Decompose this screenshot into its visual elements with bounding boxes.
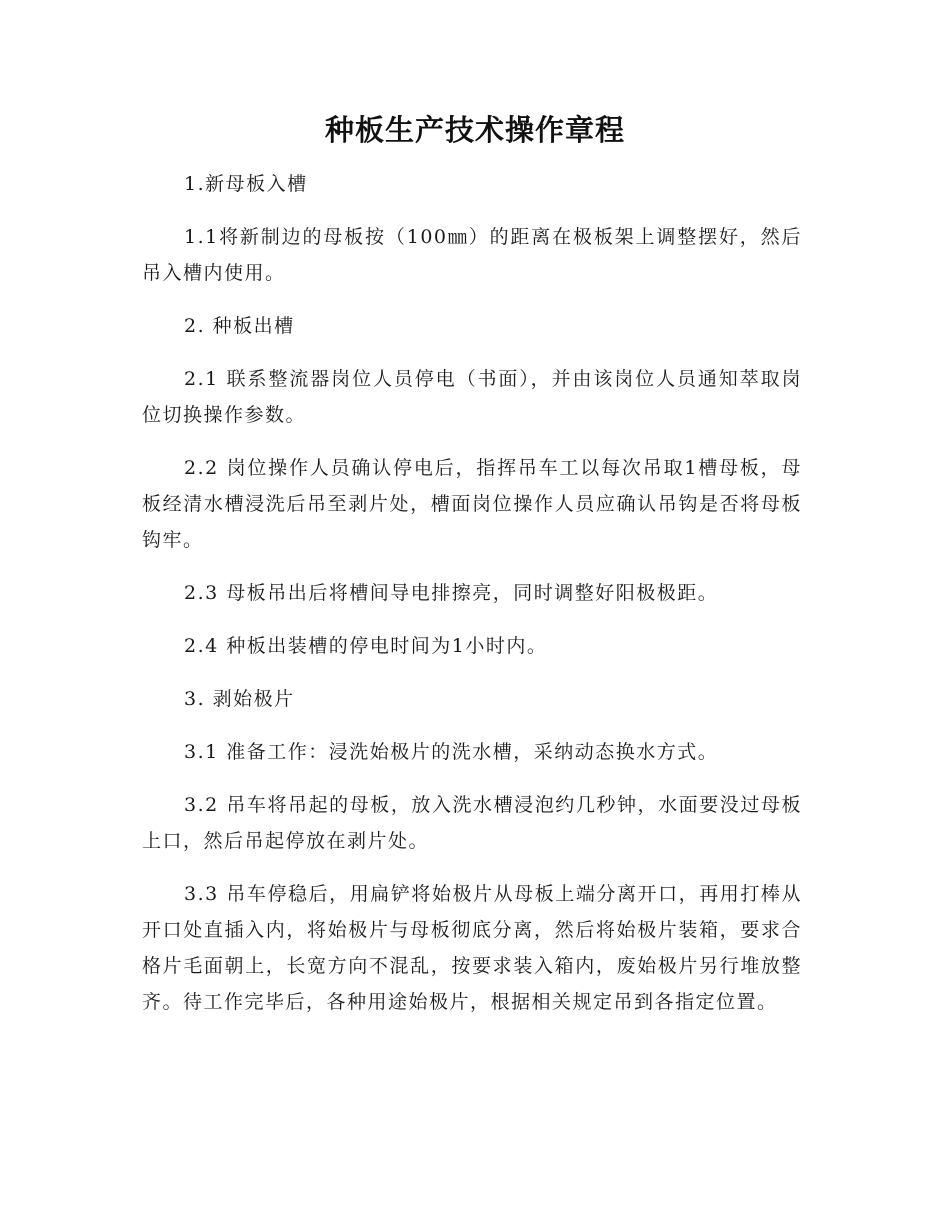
document-body <box>142 166 802 1037</box>
document-title: 种板生产技术操作章程 <box>324 113 625 147</box>
paragraph-1-1: 1.1将新制边的母板按（100㎜）的距离在极板架上调整摆好，然后吊入槽内使用。 <box>142 226 802 284</box>
section-heading-1: 1.新母板入槽 <box>184 173 308 195</box>
paragraph-2-2: 2.2 岗位操作人员确认停电后，指挥吊车工以每次吊取1槽母板，母板经清水槽浸洗后吊至剥片处，槽面岗位操作人员应确认吊钩是否将母板钩牢。 <box>142 457 802 551</box>
paragraph-3-1: 3.1 准备工作：浸洗始极片的洗水槽，采纳动态换水方式。 <box>184 741 719 763</box>
paragraph-3-3: 3.3 吊车停稳后，用扁铲将始极片从母板上端分离开口，再用打棒从开口处直插入内，将始极片与母板彻底分离，然后将始极片装箱，要求合格片毛面朝上，长宽方向不混乱，按要求装入箱内，废始极片另行堆放整齐。待工作完毕后，各种用途始极片，根据相关规定吊到各指定位置。 <box>142 883 802 1013</box>
paragraph-2-4: 2.4 种板出装槽的停电时间为1小时内。 <box>184 635 548 657</box>
paragraph-2-1: 2.1 联系整流器岗位人员停电（书面），并由该岗位人员通知萃取岗位切换操作参数。 <box>142 368 802 426</box>
paragraph-2-3: 2.3 母板吊出后将槽间导电排擦亮，同时调整好阳极极距。 <box>184 582 719 604</box>
paragraph-3-2: 3.2 吊车将吊起的母板，放入洗水槽浸泡约几秒钟，水面要没过母板上口，然后吊起停放在剥片处。 <box>142 794 802 852</box>
section-heading-2: 2. 种板出槽 <box>184 315 295 337</box>
section-heading-3: 3. 剥始极片 <box>184 688 295 710</box>
